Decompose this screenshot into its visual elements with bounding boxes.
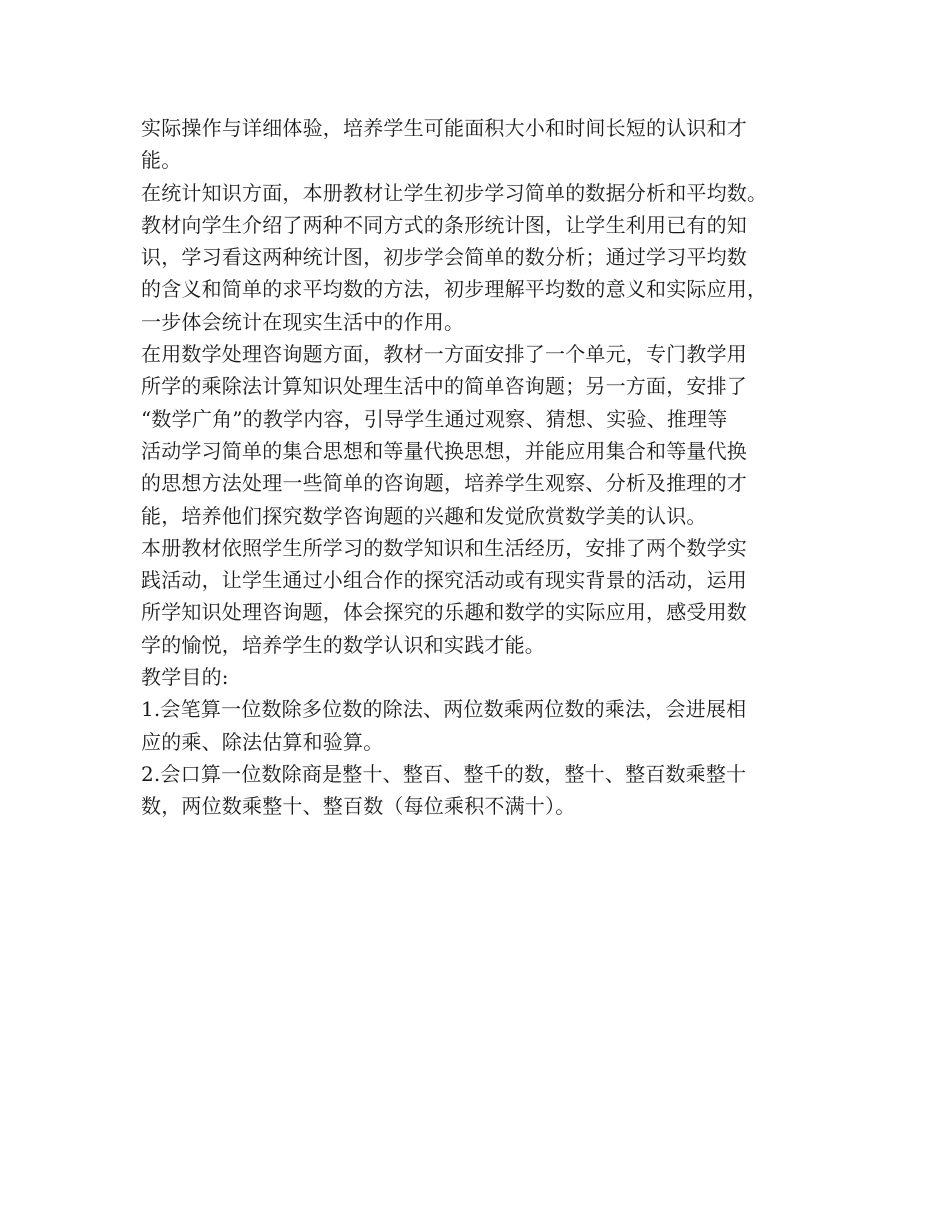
text-line: 1.会笔算一位数除多位数的除法、两位数乘两位数的乘法，会进展相 <box>141 697 747 722</box>
text-line: 的含义和简单的求平均数的方法，初步理解平均数的意义和实际应用， <box>141 277 768 302</box>
text-line: 的思想方法处理一些简单的咨询题，培养学生观察、分析及推理的才 <box>141 471 747 496</box>
text-line: 数，两位数乘整十、整百数（每位乘积不满十）。 <box>141 794 576 819</box>
body-text <box>141 112 831 823</box>
text-line: 教材向学生介绍了两种不同方式的条形统计图，让学生利用已有的知 <box>141 212 747 237</box>
text-line: 在用数学处理咨询题方面，教材一方面安排了一个单元，专门教学用 <box>141 342 747 367</box>
section-heading: 教学目的: <box>141 665 229 690</box>
text-line: 在统计知识方面，本册教材让学生初步学习简单的数据分析和平均数。 <box>141 180 768 205</box>
text-line: 识，学习看这两种统计图，初步学会简单的数分析；通过学习平均数 <box>141 245 747 270</box>
text-line: 践活动，让学生通过小组合作的探究活动或有现实背景的活动，运用 <box>141 568 747 593</box>
text-line: 活动学习简单的集合思想和等量代换思想，并能应用集合和等量代换 <box>141 438 747 463</box>
text-line: 所学的乘除法计算知识处理生活中的简单咨询题；另一方面，安排了 <box>141 374 747 399</box>
text-line: 能。 <box>141 148 182 173</box>
text-line: “数学广角”的教学内容，引导学生通过观察、猜想、实验、推理等 <box>141 406 728 431</box>
text-line: 实际操作与详细体验，培养学生可能面积大小和时间长短的认识和才 <box>141 116 747 140</box>
text-line: 所学知识处理咨询题，体会探究的乐趣和数学的实际应用，感受用数 <box>141 600 747 625</box>
text-line: 应的乘、除法估算和验算。 <box>141 729 384 754</box>
text-line: 一步体会统计在现实生活中的作用。 <box>141 309 465 334</box>
text-line: 本册教材依照学生所学习的数学知识和生活经历，安排了两个数学实 <box>141 535 747 560</box>
text-line: 能，培养他们探究数学咨询题的兴趣和发觉欣赏数学美的认识。 <box>141 503 707 528</box>
text-line: 学的愉悦，培养学生的数学认识和实践才能。 <box>141 632 545 657</box>
text-line: 2.会口算一位数除商是整十、整百、整千的数，整十、整百数乘整十 <box>141 761 747 786</box>
